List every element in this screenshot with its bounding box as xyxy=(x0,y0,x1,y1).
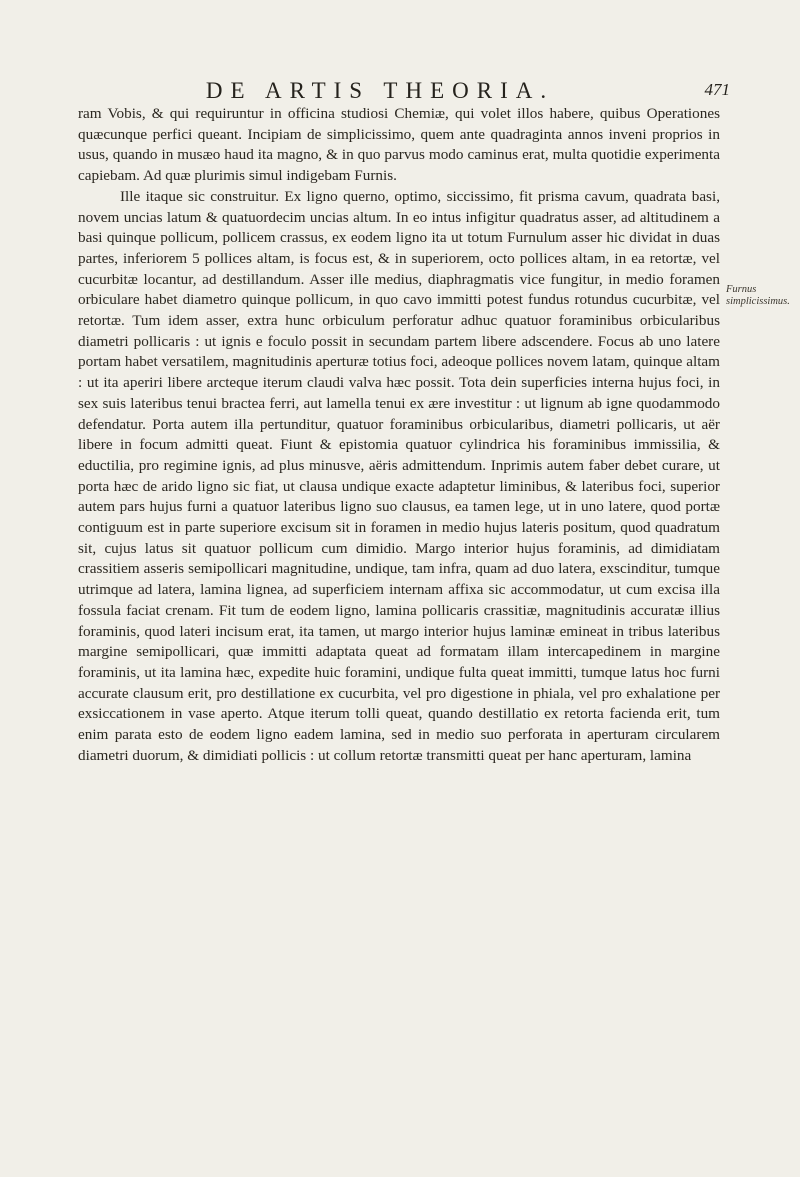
body-text xyxy=(78,104,720,767)
paragraph-continuation: ram Vobis, & qui requiruntur in officina studiosi Chemiæ, qui volet illos habere, quibus Operationes quæcunque perfici queant. Incipiam de simplicissimo, quem ante quadraginta annos inveni proprios in usus, quando in musæo haud ita magno, & in quo parvus modo caminus erat, multa quotidie experimenta capiebam. Ad quæ plurimis simul indigebam Furnis. xyxy=(78,105,720,185)
marginal-note: Furnus simplicissimus. xyxy=(726,284,790,307)
page-number: 471 xyxy=(704,80,730,99)
paragraph-furnus-construction: Ille itaque sic construitur. Ex ligno querno, optimo, siccissimo, fit prisma cavum, quadrata basi, novem uncias latum & quatuordecim uncias altum. In eo intus infigitur quadratus asser, ad altitudinem a basi quinque pollicum, pollicem crassus, ex eodem ligno ita ut totum Furnulum asser hic dividat in duas partes, inferiorem 5 pollices altam, is focus est, & in superiorem, octo pollices altam, in ea retortæ, vel cucurbitæ locantur, ad destillandum. Asser ille medius, diaphragmatis vice fungitur, in medio foramen orbiculare habet diametro quinque pollicum, in quo cavo immitti potest fundus rotundus cucurbitæ, vel retortæ. Tum idem asser, extra hunc orbiculum perforatur adhuc quatuor foraminibus orbicularibus diametri pollicaris : ut ignis e foculo possit in secundam partem libere adscendere. Focus ab uno latere portam habet versatilem, magnitudinis aperturæ totius foci, adeoque pollices novem latam, quinque altam : ut ita aperiri libere arcteque iterum claudi valva hæc possit. Tota dein superficies interna hujus foci, in sex suis lateribus tenui bractea ferri, aut lamella tenui ex ære investitur : ut lignum ab igne quodammodo defendatur. Porta autem illa pertunditur, quatuor foraminibus orbicularibus, diametri pollicaris, ut aër libere in focum admitti queat. Fiunt & epistomia quatuor cylindrica his foraminibus immissilia, & eductilia, pro regimine ignis, ad plus minusve, aëris admittendum. Inprimis autem faber debet curare, ut porta hæc de arido ligno sic fiat, ut clausa undique exacte adaptetur liminibus, & lateribus foci, superior autem pars hujus furni a quatuor lateribus ligno suo clausus, ea tamen lege, ut in uno latere, quod portæ contiguum est in parte superiore excisum sit in foramen in medio hujus lateris positum, quod quadratum sit, cujus latus sit quatuor pollicum cum dimidio. Margo interior hujus foraminis, ad dimidiatam crassitiem asseris semipollicari magnitudine, undique, tam infra, quam ad duo latera, exscinditur, tumque utrimque ad latera, lamina lignea, ad superficiem internam affixa sic accommodatur, ut cum excisa illa fossula faciat crenam. Fit tum de eodem ligno, lamina pollicaris crassitiæ, magnitudinis accuratæ illius foraminis, quod lateri incisum erat, ita tamen, ut margo interior hujus laminæ emineat in tribus lateribus margine semipollicari, quæ immitti adaptata queat ad formatam illam intercapedinem in margine foraminis, ut ita lamina hæc, expedite huic foramini, undique fulta queat immitti, tumque latus hoc furni accurate clausum erit, pro destillatione ex cucurbita, vel pro digestione in phiala, vel pro exhalatione per exsiccationem in vase aperto. Atque iterum tolli queat, quando destillatio ex retorta facienda erit, tum enim parata esto de eodem ligno eadem lamina, sed in medio suo perforata in aperturam circularem diametri duorum, & dimidiati pollicis : ut collum retortæ transmitti queat per hanc aperturam, lamina xyxy=(78,187,720,764)
running-title: DE ARTIS THEORIA. xyxy=(205,78,555,103)
page-header xyxy=(90,78,730,104)
